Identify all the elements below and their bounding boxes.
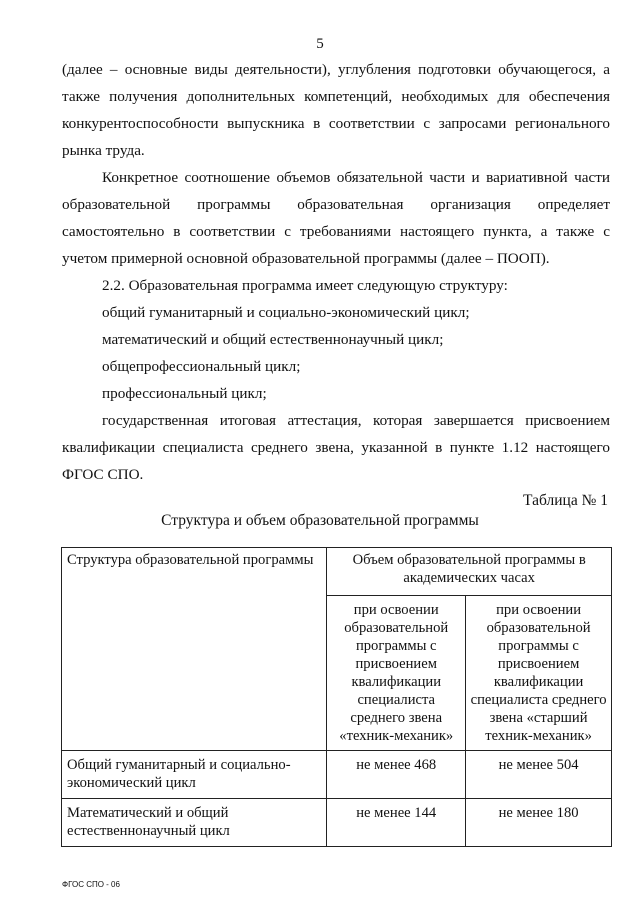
subheader-senior-technician: при освоении образовательной программы с присвоением квалификации специалиста среднего звена «старший техник-механик» bbox=[466, 596, 612, 751]
row-value-1: не менее 144 bbox=[327, 799, 466, 847]
list-item-math: математический и общий естественнонаучный цикл; bbox=[102, 331, 444, 348]
footer-code: ФГОС СПО - 06 bbox=[62, 880, 120, 889]
table-row bbox=[62, 799, 612, 847]
row-name: Математический и общий естественнонаучный цикл bbox=[62, 799, 327, 847]
paragraph-continuation: (далее – основные виды деятельности), углубления подготовки обучающегося, а также получения дополнительных компетенций, необходимых для обеспечения конкурентоспособности выпускника в соответствии с запросами регионального рынка труда. bbox=[62, 61, 610, 159]
list-item-humanitarian: общий гуманитарный и социально-экономический цикл; bbox=[102, 304, 470, 321]
table-row bbox=[62, 751, 612, 799]
body-text bbox=[62, 56, 610, 488]
header-volume: Объем образовательной программы в академических часах bbox=[327, 548, 612, 596]
table-header-row bbox=[62, 548, 612, 596]
row-value-2: не менее 180 bbox=[466, 799, 612, 847]
paragraph-structure-intro: 2.2. Образовательная программа имеет следующую структуру: bbox=[102, 277, 508, 294]
page-number: 5 bbox=[316, 36, 324, 52]
structure-table bbox=[61, 547, 612, 847]
list-item-professional: профессиональный цикл; bbox=[102, 385, 267, 402]
list-item-general-prof: общепрофессиональный цикл; bbox=[102, 358, 301, 375]
row-name: Общий гуманитарный и социально-экономический цикл bbox=[62, 751, 327, 799]
row-value-1: не менее 468 bbox=[327, 751, 466, 799]
table-label: Таблица № 1 bbox=[523, 492, 608, 509]
header-structure: Структура образовательной программы bbox=[62, 548, 327, 751]
subheader-technician: при освоении образовательной программы с присвоением квалификации специалиста среднего звена «техник-механик» bbox=[327, 596, 466, 751]
row-value-2: не менее 504 bbox=[466, 751, 612, 799]
table-title: Структура и объем образовательной программы bbox=[161, 512, 479, 529]
list-item-attestation: государственная итоговая аттестация, которая завершается присвоением квалификации специалиста среднего звена, указанной в пункте 1.12 настоящего ФГОС СПО. bbox=[62, 412, 610, 483]
paragraph-ratio: Конкретное соотношение объемов обязательной части и вариативной части образовательной программы образовательная организация определяет самостоятельно в соответствии с требованиями настоящего пункта, а также с учетом примерной основной образовательной программы (далее – ПООП). bbox=[62, 169, 610, 267]
